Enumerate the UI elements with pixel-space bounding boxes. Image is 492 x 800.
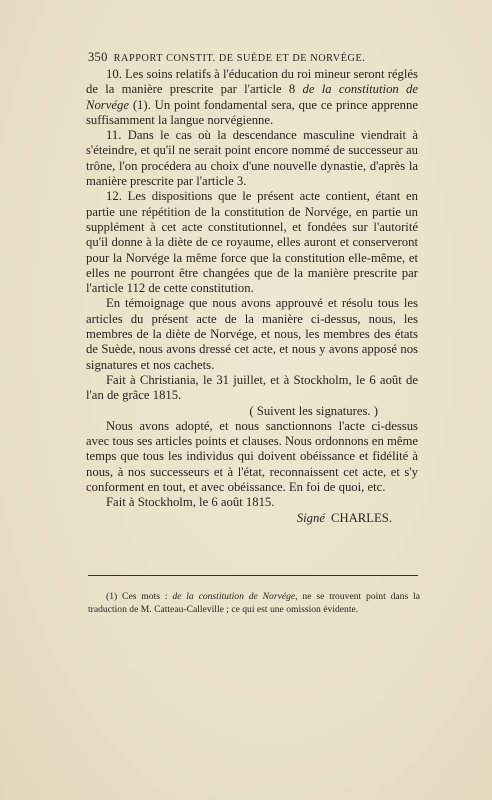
paragraph-fait-christiania: Fait à Christiania, le 31 juillet, et à Stockholm, le 6 août de l'an de grâce 1815. [86, 372, 418, 403]
footnote-suffix: , ne se trouvent point dans la traduction de M. Catteau-Calleville ; ce qui est une omission évidente. [88, 591, 420, 615]
signe-name: CHARLES. [331, 510, 392, 525]
article-11: 11. Dans le cas où la descendance masculine viendrait à s'éteindre, et qu'il ne serait point encore nommé de successeur au trône, l'on procédera au choix d'une nouvelle dynastie, d'après la manière prescrite par l'article 3. [86, 128, 418, 189]
footnote-prefix: (1) Ces mots : [106, 591, 173, 602]
signature-line [86, 511, 418, 526]
article-10-italic: de la constitution de Norvége [86, 82, 418, 112]
page-number: 350 [88, 50, 108, 64]
running-head: RAPPORT CONSTIT. DE SUÈDE ET DE NORVÉGE. [113, 53, 366, 64]
paragraph-temoignage: En témoignage que nous avons approuvé et résolu tous les articles du présent acte de la manière ci-dessus, nous, les membres de la diète de Norvége, et nous, les membres des états de Suède, nous avons dressé cet acte, et nous y avons apposé nos signatures et nos cachets. [86, 296, 418, 372]
signe-label: Signé [296, 510, 326, 525]
paragraph-adopte: Nous avons adopté, et nous sanctionnons l'acte ci-dessus avec tous ses articles points et clauses. Nous ordonnons en même temps que tous les individus qui doivent obéissance et fidélité à nous, à nos successeurs et à l'état, reconnaissent cet acte, et s'y conforment en tout, et avec obéissance. En foi de quoi, etc. [86, 418, 418, 495]
page-header [88, 50, 418, 65]
footnote-1 [88, 590, 420, 616]
footnote-divider [88, 575, 418, 576]
article-12: 12. Les dispositions que le présent acte contient, étant en partie une répétition de la constitution de Norvége, en partie un supplément à cet acte constitutionnel, et fondées sur l'autorité qu'il donne à la diète de ce royaume, elles auront et conserveront pour la Norvége la même force que la constitution elle-même, et elles ne pourront être changées que de la manière prescrite par l'article 112 de cette constitution. [86, 189, 418, 296]
article-10-text-a: 10. Les soins relatifs à l'éducation du roi mineur seront réglés de la manière prescrite par l'article 8 [86, 67, 418, 97]
footnote-italic: de la constitution de Norvége [172, 591, 296, 602]
article-10-text-b: (1). Un point fondamental sera, que ce prince apprenne suffisamment la langue norvégienne. [86, 97, 418, 127]
paragraph-fait-stockholm: Fait à Stockholm, le 6 août 1815. [106, 495, 275, 510]
footnote [88, 590, 420, 616]
article-10 [86, 67, 418, 128]
page-body [86, 67, 418, 526]
suivent-signatures: ( Suivent les signatures. ) [249, 403, 378, 418]
